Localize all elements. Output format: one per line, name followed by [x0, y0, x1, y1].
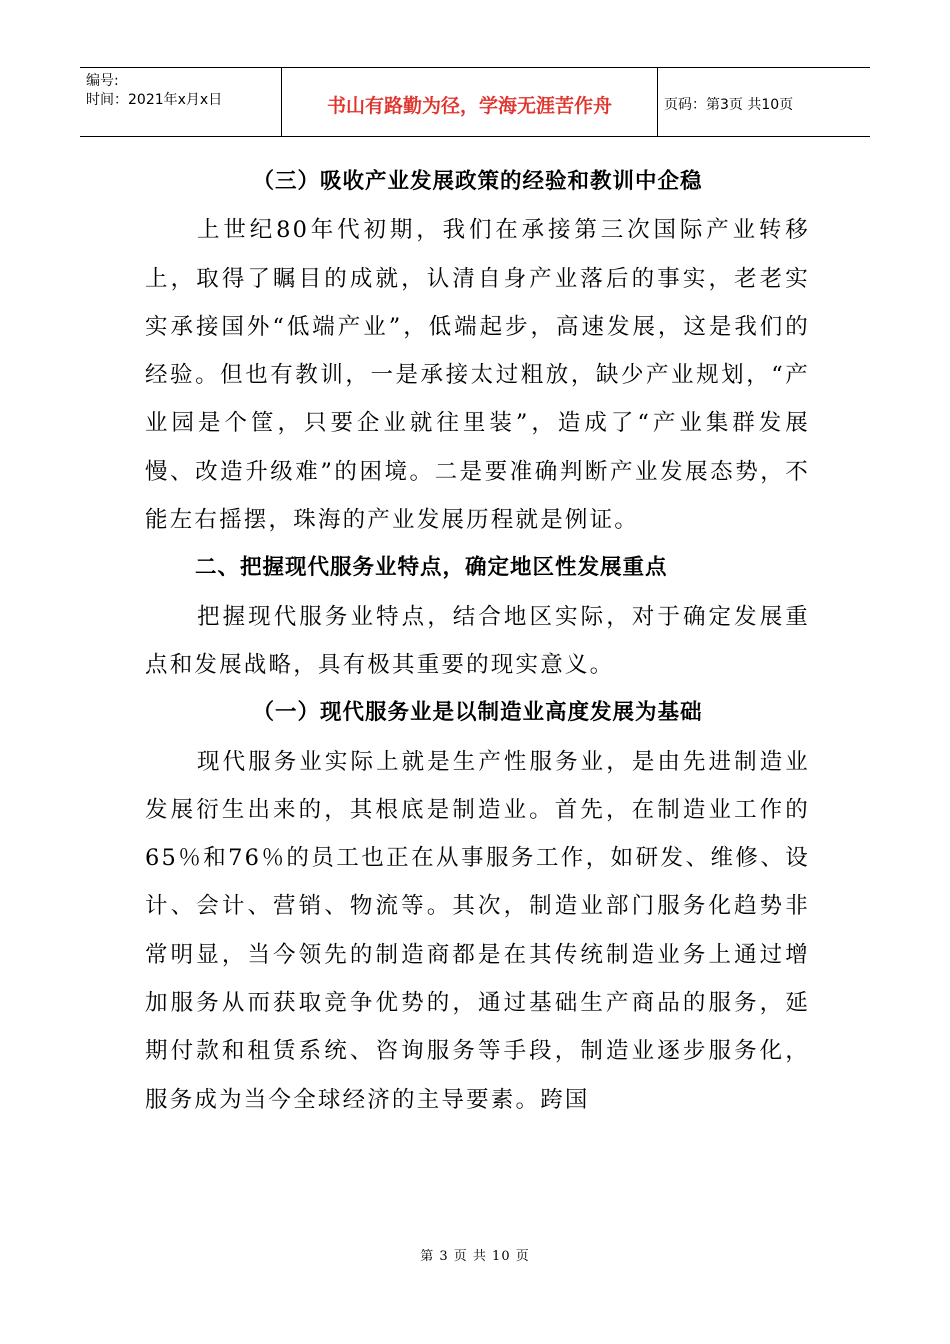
document-body [145, 158, 810, 1124]
header-meta-cell [80, 68, 282, 136]
page-footer: 第 3 页 共 10 页 [420, 1249, 530, 1264]
header-motto: 书山有路勤为径，学海无涯苦作舟 [282, 68, 658, 136]
header-page-info: 页码：第3页 共10页 [664, 97, 794, 113]
date-label: 时间：2021年x月x日 [86, 92, 223, 108]
paragraph-grasp: 把握现代服务业特点，结合地区实际，对于确定发展重点和发展战略，具有极其重要的现实意义。 [145, 603, 810, 678]
paragraph-experience: 上世纪80年代初期，我们在承接第三次国际产业转移上，取得了瞩目的成就，认清自身产业落后的事实，老老实实承接国外“低端产业”，低端起步，高速发展，这是我们的经验。但也有教训，一是承接太过粗放，缺少产业规划，“产业园是个筐，只要企业就往里装”，造成了“产业集群发展慢、改造升级难”的困境。二是要准确判断产业发展态势，不能左右摇摆，珠海的产业发展历程就是例证。 [145, 217, 810, 534]
section-heading-1: （一）现代服务业是以制造业高度发展为基础 [252, 700, 703, 726]
paragraph-manufacturing: 现代服务业实际上就是生产性服务业，是由先进制造业发展衍生出来的，其根底是制造业。首先，在制造业工作的65％和76％的员工也正在从事服务工作，如研发、维修、设计、会计、营销、物流等。其次，制造业部门服务化趋势非常明显，当今领先的制造商都是在其传统制造业务上通过增加服务从而获取竞争优势的，通过基础生产商品的服务，延期付款和租赁系统、咨询服务等手段，制造业逐步服务化，服务成为当今全球经济的主导要素。跨国 [145, 748, 810, 1113]
section-heading-2: 二、把握现代服务业特点，确定地区性发展重点 [195, 555, 668, 581]
document-header [80, 67, 870, 137]
section-heading-3: （三）吸收产业发展政策的经验和教训中企稳 [252, 169, 703, 194]
number-label: 编号: [86, 73, 119, 89]
